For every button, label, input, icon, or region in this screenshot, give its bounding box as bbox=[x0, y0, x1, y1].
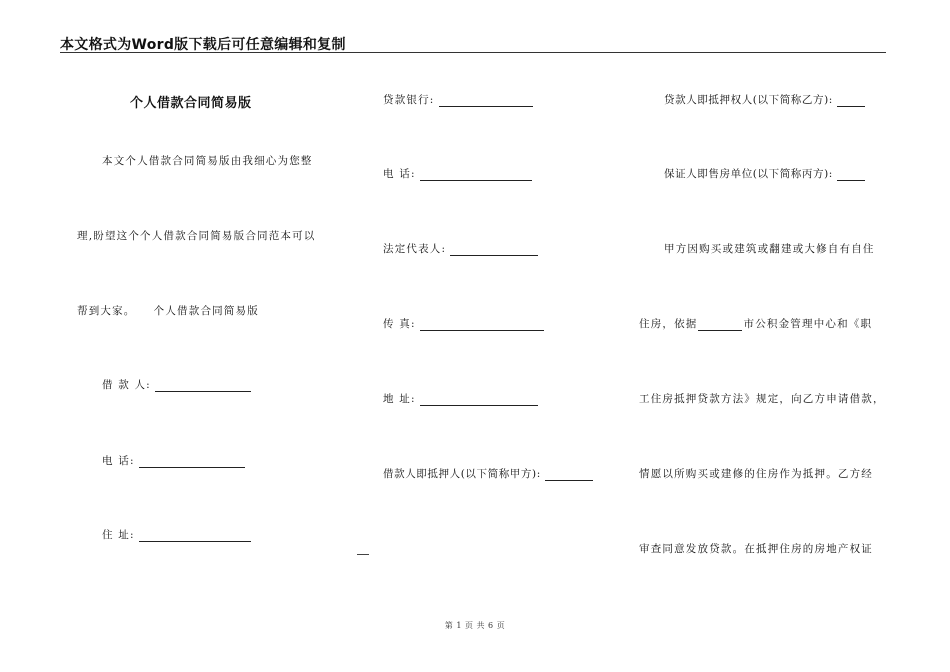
header-rule bbox=[60, 52, 886, 53]
guarantor-label: 保证人即售房单位(以下简称丙方): bbox=[664, 168, 833, 180]
bank-field bbox=[383, 93, 533, 107]
borrower-address-field bbox=[102, 528, 251, 542]
column-divider-mark bbox=[357, 554, 369, 555]
mortgagor-field bbox=[383, 467, 593, 481]
intro-line-2: 理,盼望这个个人借款合同简易版合同范本可以 bbox=[77, 230, 316, 242]
legal-rep-blank bbox=[450, 244, 538, 256]
fax-label: 传 真: bbox=[383, 318, 416, 330]
intro-line-1: 本文个人借款合同简易版由我细心为您整 bbox=[102, 155, 313, 167]
lender-label: 贷款人即抵押权人(以下简称乙方): bbox=[664, 94, 833, 106]
legal-rep-field bbox=[383, 242, 538, 256]
borrower-field bbox=[102, 378, 251, 392]
borrower-phone-blank bbox=[139, 456, 245, 468]
borrower-address-label: 住 址: bbox=[102, 529, 135, 541]
bank-address-label: 地 址: bbox=[383, 393, 416, 405]
mortgagor-label: 借款人即抵押人(以下简称甲方): bbox=[383, 468, 541, 480]
fax-field bbox=[383, 317, 544, 331]
borrower-address-blank bbox=[139, 530, 251, 542]
borrower-blank bbox=[155, 380, 251, 392]
bank-blank bbox=[439, 95, 533, 107]
clause-line-5: 审查同意发放贷款。在抵押住房的房地产权证 bbox=[639, 543, 873, 555]
clause-line-2b: 市公积金管理中心和《职 bbox=[743, 318, 873, 330]
borrower-label: 借 款 人: bbox=[102, 379, 151, 391]
lender-blank bbox=[837, 95, 865, 107]
intro-line-3: 帮到大家。 个人借款合同简易版 bbox=[77, 305, 259, 317]
bank-address-blank bbox=[420, 394, 538, 406]
fax-blank bbox=[420, 319, 544, 331]
borrower-phone-label: 电 话: bbox=[102, 455, 135, 467]
clause-line-3: 工住房抵押贷款方法》规定，向乙方申请借款， bbox=[639, 393, 885, 405]
legal-rep-label: 法定代表人: bbox=[383, 243, 447, 255]
clause-line-2 bbox=[639, 317, 872, 331]
bank-phone-label: 电 话: bbox=[383, 168, 416, 180]
mortgagor-blank bbox=[545, 469, 593, 481]
clause-line-2a: 住房，依据 bbox=[639, 318, 698, 330]
page-number: 第 1 页 共 6 页 bbox=[444, 621, 506, 630]
bank-phone-blank bbox=[420, 169, 532, 181]
bank-label: 贷款银行: bbox=[383, 94, 435, 106]
city-blank bbox=[698, 319, 742, 331]
guarantor-field bbox=[664, 167, 865, 181]
clause-line-1: 甲方因购买或建筑或翻建或大修自有自住 bbox=[664, 243, 875, 255]
bank-address-field bbox=[383, 392, 538, 406]
bank-phone-field bbox=[383, 167, 532, 181]
clause-line-4: 情愿以所购买或建修的住房作为抵押。乙方经 bbox=[639, 468, 873, 480]
document-title: 个人借款合同简易版 bbox=[130, 96, 252, 111]
header-title: 本文格式为Word版下载后可任意编辑和复制 bbox=[60, 37, 346, 53]
lender-field bbox=[664, 93, 865, 107]
borrower-phone-field bbox=[102, 454, 245, 468]
guarantor-blank bbox=[837, 169, 865, 181]
